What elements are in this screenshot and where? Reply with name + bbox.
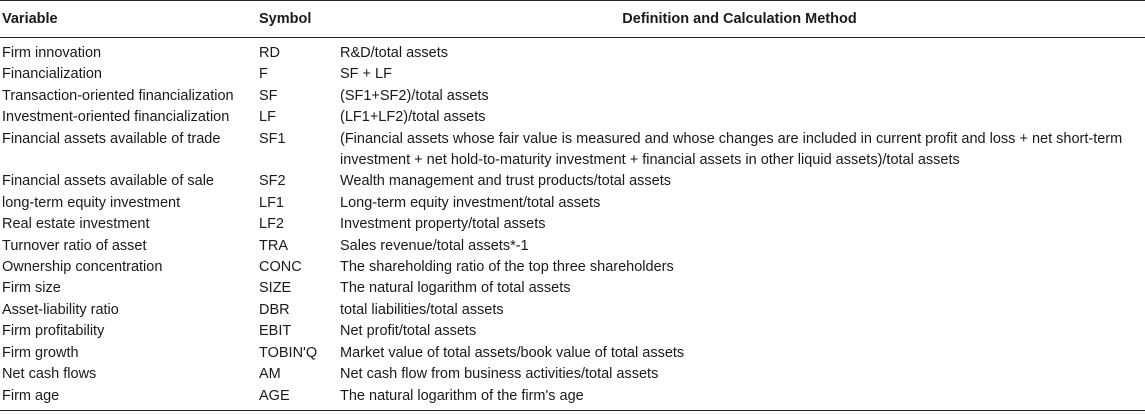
table-row	[0, 278, 1145, 299]
cell-definition: (SF1+SF2)/total assets	[340, 87, 489, 104]
cell-definition: Sales revenue/total assets*-1	[340, 237, 529, 254]
cell-symbol: SF2	[259, 173, 286, 190]
table-row	[0, 214, 1145, 235]
cell-symbol: LF2	[259, 216, 284, 233]
cell-definition: Market value of total assets/book value of total assets	[340, 344, 685, 361]
cell-variable: Firm size	[2, 280, 61, 297]
cell-definition: (LF1+LF2)/total assets	[340, 109, 486, 126]
table-row	[0, 193, 1145, 214]
table-row	[0, 171, 1145, 192]
cell-definition: R&D/total assets	[340, 45, 448, 61]
table-header-row	[0, 1, 1145, 38]
cell-symbol: TOBIN'Q	[259, 344, 318, 361]
table-row	[0, 300, 1145, 321]
cell-variable: Ownership concentration	[2, 259, 163, 276]
cell-definition: (Financial assets whose fair value is measured and whose changes are included in current profit and loss + net short-term investment + net hold-to-maturity investment + financial assets in other liquid assets)/total assets	[340, 130, 1123, 169]
cell-symbol: SF	[259, 87, 278, 104]
table-row	[0, 64, 1145, 85]
cell-symbol: F	[259, 66, 268, 83]
cell-symbol: LF1	[259, 194, 284, 211]
table-row	[0, 38, 1145, 65]
cell-definition: Investment property/total assets	[340, 216, 546, 233]
cell-symbol: SF1	[259, 130, 286, 147]
cell-symbol: DBR	[259, 301, 290, 318]
table-row	[0, 257, 1145, 278]
table-row	[0, 107, 1145, 128]
cell-variable: Financial assets available of sale	[2, 173, 214, 190]
cell-definition: The natural logarithm of total assets	[340, 280, 571, 297]
cell-definition: Net profit/total assets	[340, 323, 477, 340]
cell-symbol: RD	[259, 45, 280, 61]
cell-variable: Firm growth	[2, 344, 79, 361]
table-row	[0, 129, 1145, 172]
cell-variable: Firm innovation	[2, 45, 102, 61]
cell-definition: Wealth management and trust products/total assets	[340, 173, 671, 190]
cell-definition: The natural logarithm of the firm's age	[334, 386, 1145, 411]
cell-symbol: TRA	[259, 237, 288, 254]
cell-variable: Investment-oriented financialization	[2, 109, 230, 126]
table-row	[0, 386, 1145, 411]
cell-definition: SF + LF	[340, 66, 392, 83]
cell-symbol: LF	[259, 109, 276, 126]
cell-variable: Transaction-oriented financialization	[2, 87, 234, 104]
cell-variable: Asset-liability ratio	[2, 301, 119, 318]
cell-symbol: AGE	[256, 386, 334, 411]
header-variable: Variable	[0, 1, 256, 38]
cell-symbol: EBIT	[259, 323, 292, 340]
header-symbol: Symbol	[256, 1, 334, 38]
cell-variable: Net cash flows	[2, 366, 97, 383]
cell-symbol: CONC	[259, 259, 302, 276]
table-row	[0, 321, 1145, 342]
cell-symbol: SIZE	[259, 280, 292, 297]
table-row	[0, 236, 1145, 257]
cell-variable: Turnover ratio of asset	[2, 237, 147, 254]
cell-variable: Financial assets available of trade	[2, 130, 221, 147]
cell-symbol: AM	[259, 366, 281, 383]
cell-variable: Real estate investment	[2, 216, 150, 233]
cell-variable: Financialization	[2, 66, 102, 83]
table-row	[0, 364, 1145, 385]
cell-definition: total liabilities/total assets	[340, 301, 504, 318]
cell-definition: Net cash flow from business activities/total assets	[340, 366, 659, 383]
cell-definition: Long-term equity investment/total assets	[340, 194, 601, 211]
cell-definition: The shareholding ratio of the top three shareholders	[340, 259, 674, 276]
cell-variable: long-term equity investment	[2, 194, 181, 211]
table-row	[0, 86, 1145, 107]
cell-variable: Firm profitability	[2, 323, 105, 340]
table-row	[0, 343, 1145, 364]
cell-variable: Firm age	[0, 386, 256, 411]
header-definition: Definition and Calculation Method	[334, 1, 1145, 38]
